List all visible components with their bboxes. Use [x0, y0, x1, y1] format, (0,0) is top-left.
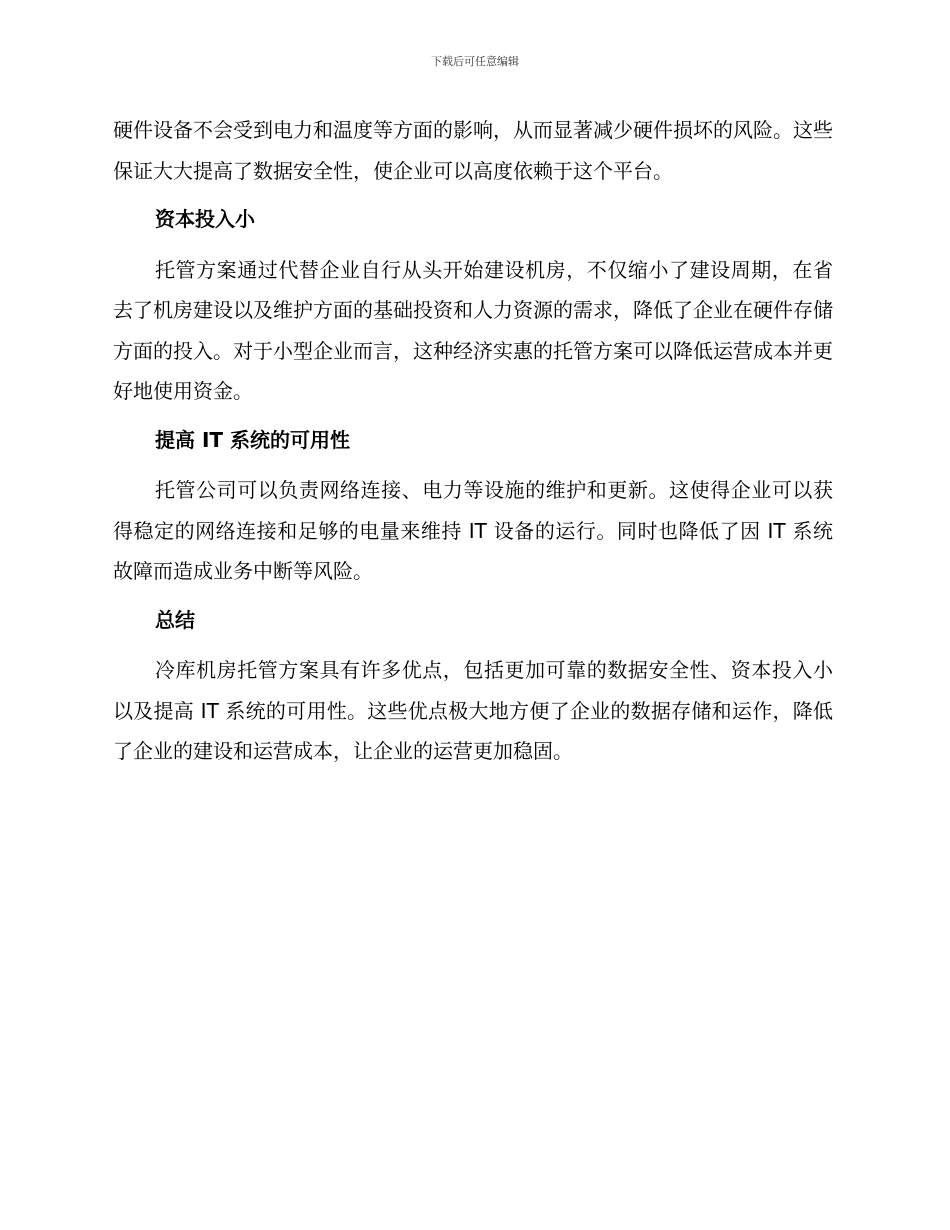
heading-low-capital-investment: 资本投入小	[155, 207, 255, 231]
paragraph-data-security-continued: 硬件设备不会受到电力和温度等方面的影响，从而显著减少硬件损坏的风险。这些保证大大提高了数据安全性，使企业可以高度依赖于这个平台。	[113, 118, 833, 183]
paragraph-summary: 冷库机房托管方案具有许多优点，包括更加可靠的数据安全性、资本投入小以及提高 IT 系统的可用性。这些优点极大地方便了企业的数据存储和运作，降低了企业的建设和运营成本，让企业的运营更加稳固。	[113, 658, 833, 763]
paragraph-it-availability: 托管公司可以负责网络连接、电力等设施的维护和更新。这使得企业可以获得稳定的网络连接和足够的电量来维持 IT 设备的运行。同时也降低了因 IT 系统故障而造成业务中断等风险。	[113, 478, 833, 583]
heading-it-availability: 提高 IT 系统的可用性	[155, 427, 351, 452]
page-header: 下载后可任意编辑	[431, 55, 519, 68]
document-body	[113, 110, 833, 772]
paragraph-low-capital-investment: 托管方案通过代替企业自行从头开始建设机房，不仅缩小了建设周期，在省去了机房建设以及维护方面的基础投资和人力资源的需求，降低了企业在硬件存储方面的投入。对于小型企业而言，这种经济实惠的托管方案可以降低运营成本并更好地使用资金。	[113, 257, 833, 403]
heading-summary: 总结	[155, 607, 195, 632]
